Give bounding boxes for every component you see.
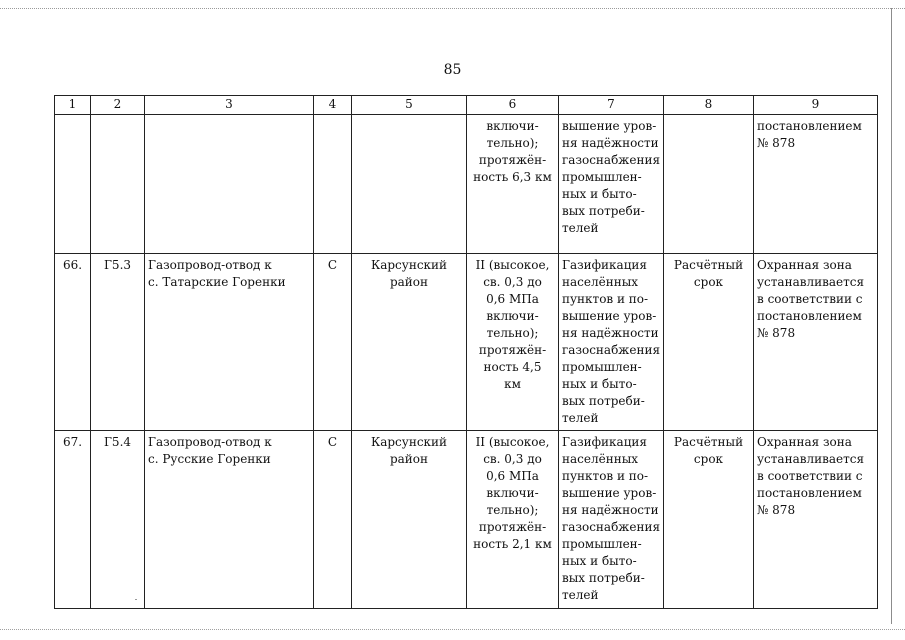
- cell-text-line: Охранная зона: [757, 435, 852, 449]
- cell-code: Г5.4: [91, 431, 145, 609]
- cell-num: 66.: [55, 254, 91, 431]
- cell-text-line: срок: [693, 452, 724, 466]
- cell-name: [145, 115, 314, 254]
- cell-text-line: Газопровод-отвод к: [148, 435, 272, 449]
- column-number-9: 9: [754, 96, 878, 115]
- cell-text-line: ня надёжности: [562, 503, 659, 517]
- cell-text-line: промышлен-: [562, 360, 642, 374]
- cell-text-line: постановлением: [757, 119, 862, 133]
- cell-text-line: ность 6,3 км: [473, 170, 552, 184]
- cell-text-line: промышлен-: [562, 537, 642, 551]
- gas-pipeline-table: [54, 95, 878, 609]
- cell-text-line: тельно);: [486, 503, 539, 517]
- cell-purpose: [559, 431, 664, 609]
- cell-text-line: в соответствии с: [757, 469, 863, 483]
- cell-params: [467, 431, 559, 609]
- page-edge-bottom: [0, 629, 905, 630]
- cell-text-line: телей: [562, 411, 599, 425]
- cell-params: [467, 254, 559, 431]
- cell-text-line: км: [504, 377, 521, 391]
- cell-text-line: Газификация: [562, 258, 647, 272]
- cell-text-line: газоснабжения: [562, 153, 661, 167]
- cell-text-line: Карсунский: [370, 258, 448, 272]
- column-number-7: 7: [559, 96, 664, 115]
- table-row: [55, 431, 878, 609]
- cell-text-line: ных и быто-: [562, 554, 637, 568]
- page-edge-top: [0, 8, 905, 9]
- cell-text-line: № 878: [757, 136, 796, 150]
- cell-text-line: ных и быто-: [562, 377, 637, 391]
- cell-text-line: ность 4,5: [483, 360, 542, 374]
- cell-text-line: Расчётный: [673, 258, 744, 272]
- page-number: 85: [443, 62, 462, 78]
- cell-term: [664, 115, 754, 254]
- column-number-5: 5: [352, 96, 467, 115]
- cell-text-line: с. Русские Горенки: [148, 452, 271, 466]
- cell-text-line: с. Татарские Горенки: [148, 275, 286, 289]
- cell-params: [467, 115, 559, 254]
- cell-purpose: [559, 115, 664, 254]
- cell-text-line: включи-: [486, 309, 539, 323]
- table-header-row: [55, 96, 878, 115]
- cell-text-line: Карсунский: [370, 435, 448, 449]
- cell-text-line: II (высокое,: [475, 258, 550, 272]
- cell-text-line: вышение уров-: [562, 309, 657, 323]
- cell-text-line: Газопровод-отвод к: [148, 258, 272, 272]
- cell-text-line: постановлением: [757, 486, 862, 500]
- cell-text-line: протяжён-: [478, 153, 547, 167]
- cell-text-line: включи-: [486, 486, 539, 500]
- cell-text-line: св. 0,3 до: [483, 452, 542, 466]
- cell-text-line: Охранная зона: [757, 258, 852, 272]
- cell-text-line: Газификация: [562, 435, 647, 449]
- cell-district: [352, 115, 467, 254]
- page-edge-right: [891, 8, 892, 624]
- cell-type: [314, 115, 352, 254]
- cell-text-line: Расчётный: [673, 435, 744, 449]
- table-row: [55, 254, 878, 431]
- cell-text-line: район: [389, 452, 429, 466]
- cell-district: [352, 254, 467, 431]
- cell-name: [145, 431, 314, 609]
- cell-num: 67.: [55, 431, 91, 609]
- cell-note: [754, 115, 878, 254]
- column-number-4: 4: [314, 96, 352, 115]
- cell-type: С: [314, 254, 352, 431]
- scan-speck: [135, 599, 137, 600]
- cell-num: [55, 115, 91, 254]
- cell-text-line: вых потреби-: [562, 204, 645, 218]
- cell-text-line: населённых: [562, 275, 639, 289]
- cell-text-line: район: [389, 275, 429, 289]
- cell-text-line: протяжён-: [478, 343, 547, 357]
- cell-text-line: телей: [562, 221, 599, 235]
- cell-district: [352, 431, 467, 609]
- cell-text-line: протяжён-: [478, 520, 547, 534]
- column-number-8: 8: [664, 96, 754, 115]
- cell-text-line: вых потреби-: [562, 571, 645, 585]
- cell-text-line: тельно);: [486, 326, 539, 340]
- cell-text-line: тельно);: [486, 136, 539, 150]
- cell-text-line: устанавливается: [757, 275, 865, 289]
- cell-text-line: устанавливается: [757, 452, 865, 466]
- cell-text-line: 0,6 МПа: [486, 292, 539, 306]
- cell-text-line: срок: [693, 275, 724, 289]
- cell-code: Г5.3: [91, 254, 145, 431]
- cell-text-line: ность 2,1 км: [473, 537, 552, 551]
- column-number-2: 2: [91, 96, 145, 115]
- cell-text-line: газоснабжения: [562, 343, 661, 357]
- cell-text-line: пунктов и по-: [562, 292, 649, 306]
- cell-note: [754, 254, 878, 431]
- cell-text-line: ных и быто-: [562, 187, 637, 201]
- cell-text-line: включи-: [486, 119, 539, 133]
- cell-text-line: вышение уров-: [562, 486, 657, 500]
- cell-type: С: [314, 431, 352, 609]
- cell-text-line: св. 0,3 до: [483, 275, 542, 289]
- cell-code: [91, 115, 145, 254]
- cell-text-line: вышение уров-: [562, 119, 657, 133]
- cell-note: [754, 431, 878, 609]
- cell-term: [664, 431, 754, 609]
- cell-text-line: населённых: [562, 452, 639, 466]
- cell-text-line: в соответствии с: [757, 292, 863, 306]
- cell-text-line: № 878: [757, 503, 796, 517]
- cell-text-line: промышлен-: [562, 170, 642, 184]
- cell-text-line: № 878: [757, 326, 796, 340]
- cell-name: [145, 254, 314, 431]
- cell-text-line: вых потреби-: [562, 394, 645, 408]
- cell-text-line: телей: [562, 588, 599, 602]
- cell-term: [664, 254, 754, 431]
- cell-text-line: газоснабжения: [562, 520, 661, 534]
- column-number-3: 3: [145, 96, 314, 115]
- continuation-row: [55, 115, 878, 254]
- cell-text-line: 0,6 МПа: [486, 469, 539, 483]
- cell-text-line: ня надёжности: [562, 136, 659, 150]
- column-number-1: 1: [55, 96, 91, 115]
- cell-purpose: [559, 254, 664, 431]
- column-number-6: 6: [467, 96, 559, 115]
- cell-text-line: II (высокое,: [475, 435, 550, 449]
- cell-text-line: постановлением: [757, 309, 862, 323]
- cell-text-line: пунктов и по-: [562, 469, 649, 483]
- cell-text-line: ня надёжности: [562, 326, 659, 340]
